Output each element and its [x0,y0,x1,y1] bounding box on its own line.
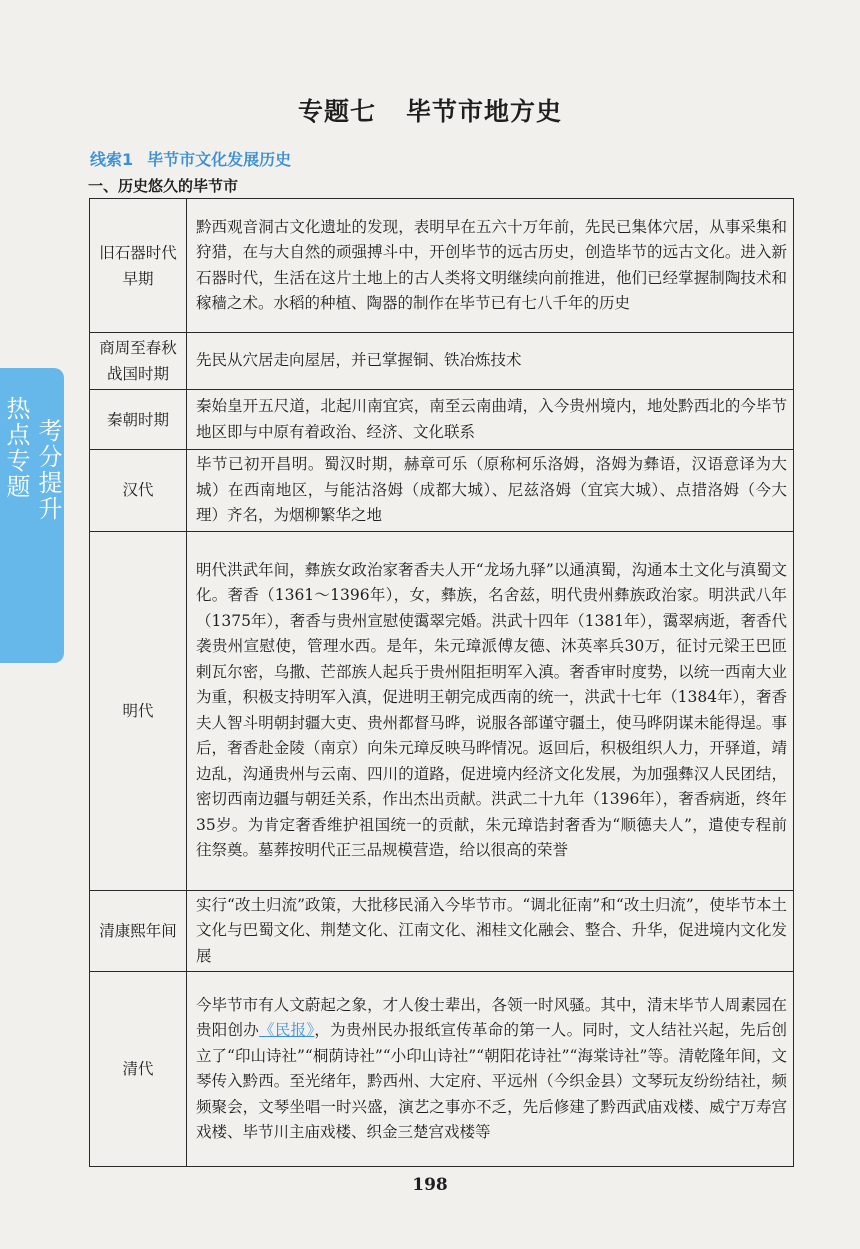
table-row [90,531,794,890]
era-cell: 汉代 [90,450,187,532]
history-table [89,198,794,1167]
description-cell: 明代洪武年间，彝族女政治家奢香夫人开“龙场九驿”以通滇蜀，沟通本土文化与滇蜀文化。奢香（1361～1396年），女，彝族，名舍兹，明代贵州彝族政治家。明洪武八年（1375年），奢香与贵州宣慰使霭翠完婚。洪武十四年（1381年），霭翠病逝，奢香代袭贵州宣慰使，管理水西。是年，朱元璋派傅友德、沐英率兵30万，征讨元梁王巴匝剌瓦尔密，乌撒、芒部族人起兵于贵州阻拒明军入滇。奢香审时度势，以统一西南大业为重，积极支持明军入滇，促进明王朝完成西南的统一，洪武十七年（1384年），奢香夫人智斗明朝封疆大吏、贵州都督马晔，说服各部谨守疆土，使马晔阴谋未能得逞。事后，奢香赴金陵（南京）向朱元璋反映马晔情况。返回后，积极组织人力，开驿道，靖边乱，沟通贵州与云南、四川的道路，促进境内经济文化发展，为加强彝汉人民团结，密切西南边疆与朝廷关系，作出杰出贡献。洪武二十九年（1396年），奢香病逝，终年35岁。为肯定奢香维护祖国统一的贡献，朱元璋诰封奢香为“顺德夫人”，遣使专程前往祭奠。墓葬按明代正三品规模营造，给以很高的荣誉 [187,531,794,890]
description-text: 今毕节市有人文蔚起之象，才人俊士辈出，各领一时风骚。其中，清末毕节人周素园在贵阳创办 [196,995,787,1039]
side-tab [0,368,64,663]
description-cell [187,972,794,1167]
era-cell: 清代 [90,972,187,1167]
topic-name: 毕节市地方史 [406,97,563,126]
topic-number: 专题七 [297,97,376,126]
table-row [90,390,794,450]
era-cell: 明代 [90,531,187,890]
description-cell: 秦始皇开五尺道，北起川南宜宾，南至云南曲靖，入今贵州境内，地处黔西北的今毕节地区即与中原有着政治、经济、文化联系 [187,390,794,450]
description-cell: 先民从穴居走向屋居，并已掌握铜、铁冶炼技术 [187,333,794,390]
clue-label: 线索1 [90,150,134,169]
description-cell: 黔西观音洞古文化遗址的发现，表明早在五六十万年前，先民已集体穴居，从事采集和狩猎，在与大自然的顽强搏斗中，开创毕节的远古历史，创造毕节的远古文化。进入新石器时代，生活在这片土地上的古人类将文明继续向前推进，他们已经掌握制陶技术和稼穑之术。水稻的种植、陶器的制作在毕节已有七八千年的历史 [187,199,794,333]
page-title [0,92,860,128]
description-cell: 毕节已初开昌明。蜀汉时期，赫章可乐（原称柯乐洛姆，洛姆为彝语，汉语意译为大城）在西南地区，与能沽洛姆（成都大城）、尼兹洛姆（宜宾大城）、点措洛姆（今大理）齐名，为烟柳繁华之地 [187,450,794,532]
newspaper-link[interactable]: 《民报》 [259,1021,315,1039]
era-cell: 清康熙年间 [90,890,187,972]
era-cell: 秦朝时期 [90,390,187,450]
side-tab-line2: 考分提升 [34,418,62,522]
side-tab-line1: 热点专题 [2,396,30,500]
table-row [90,333,794,390]
era-cell: 旧石器时代早期 [90,199,187,333]
table-row [90,199,794,333]
era-cell: 商周至春秋战国时期 [90,333,187,390]
description-cell: 实行“改土归流”政策，大批移民涌入今毕节市。“调北征南”和“改土归流”，使毕节本土文化与巴蜀文化、荆楚文化、江南文化、湘桂文化融会、整合、升华，促进境内文化发展 [187,890,794,972]
clue-title: 毕节市文化发展历史 [147,150,292,169]
table-row [90,450,794,532]
clue-heading [90,147,291,170]
section-heading: 一、历史悠久的毕节市 [88,177,239,195]
description-text: ，为贵州民办报纸宣传革命的第一人。同时，文人结社兴起，先后创立了“印山诗社”“桐荫诗社”“小印山诗社”“朝阳花诗社”“海棠诗社”等。清乾隆年间，文琴传入黔西。至光绪年，黔西州、大定府、平远州（今织金县）文琴玩友纷纷结社，频频聚会，文琴坐唱一时兴盛，演艺之事亦不乏，先后修建了黔西武庙戏楼、威宁万寿宫戏楼、毕节川主庙戏楼、织金三楚宫戏楼等 [196,1021,787,1141]
table-row [90,972,794,1167]
table-row [90,890,794,972]
page-number: 198 [412,1175,448,1195]
